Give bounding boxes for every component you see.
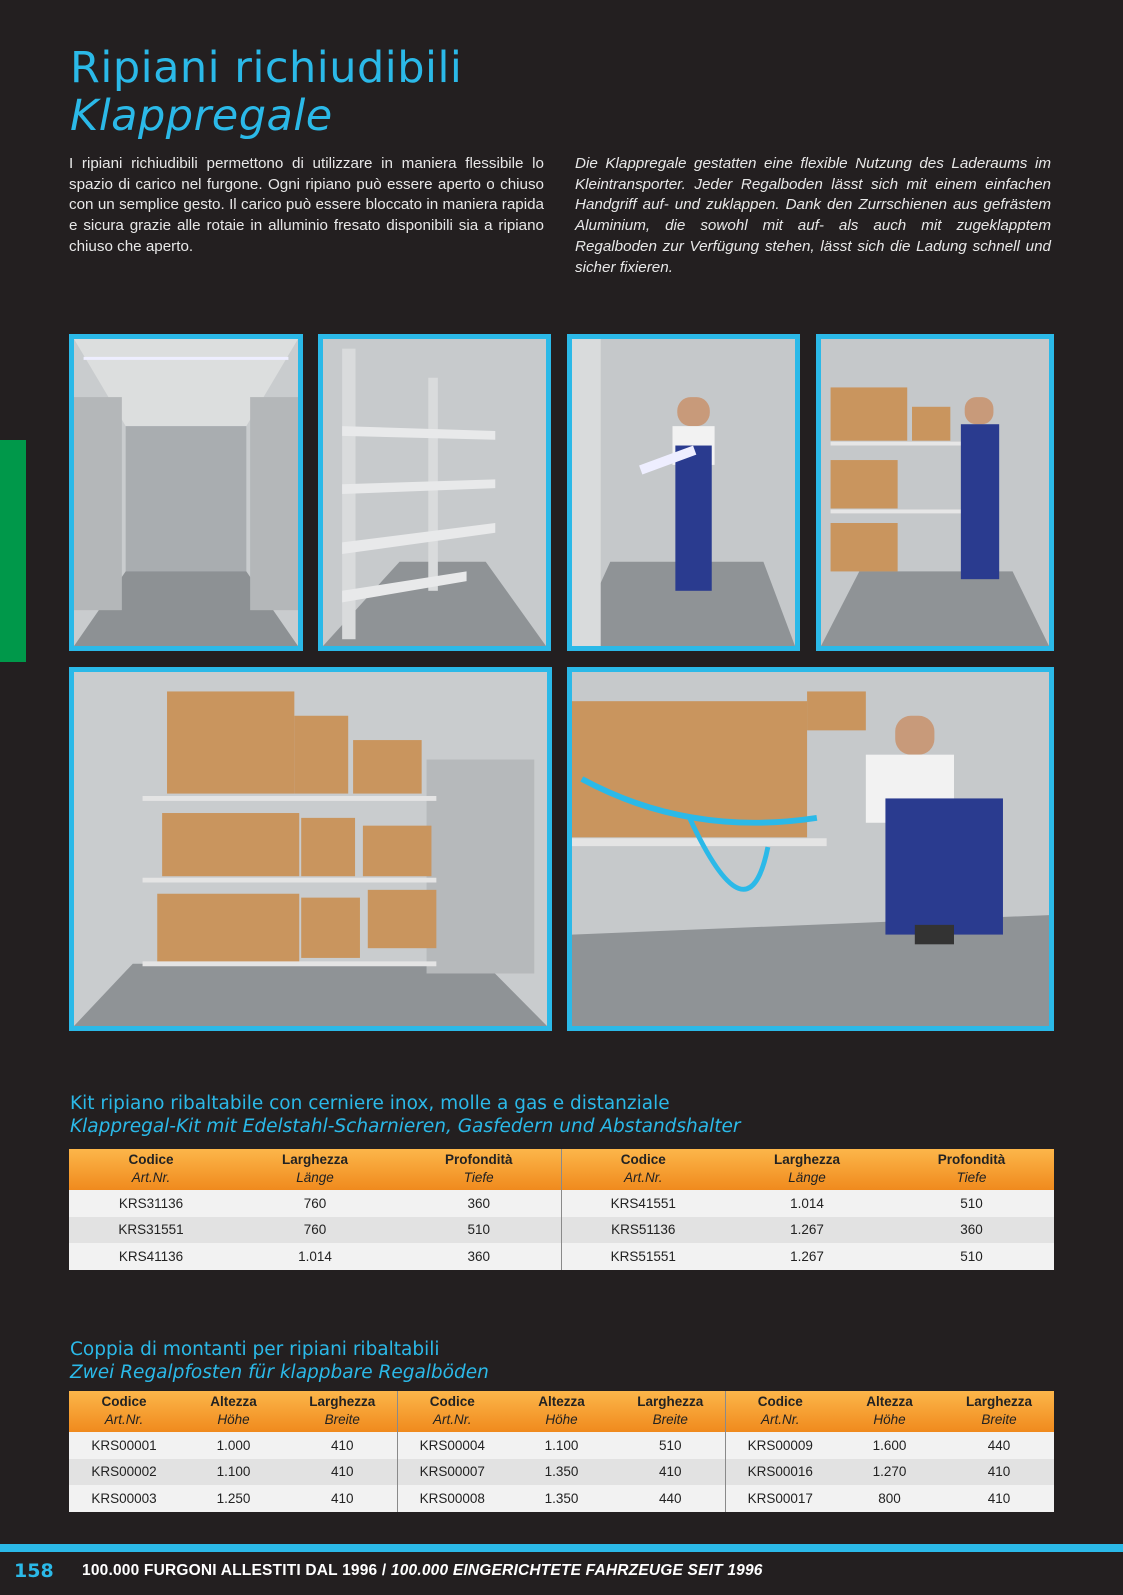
- col-header: Larghezza Länge: [233, 1149, 397, 1190]
- cell: 360: [889, 1217, 1054, 1244]
- col-header: Profondità Tiefe: [889, 1149, 1054, 1190]
- cell: 360: [397, 1190, 561, 1217]
- col-header: Codice Art.Nr.: [69, 1391, 179, 1432]
- cell: 1.014: [233, 1243, 397, 1270]
- cell: KRS41551: [561, 1190, 725, 1217]
- title-german: Klappregale: [70, 91, 333, 141]
- uprights-table: [69, 1391, 1054, 1512]
- footer-bar: [0, 1544, 1123, 1552]
- cell: KRS00003: [69, 1485, 179, 1512]
- cell: 1.100: [507, 1432, 616, 1459]
- page-number: 158: [14, 1560, 54, 1582]
- section2-title: [70, 1338, 489, 1384]
- table-row: [69, 1243, 1054, 1270]
- cell: 510: [889, 1243, 1054, 1270]
- footer-slogan: [82, 1562, 763, 1580]
- col-header: Codice Art.Nr.: [725, 1391, 835, 1432]
- table-row: [69, 1485, 1054, 1512]
- table-row: [69, 1190, 1054, 1217]
- title-italian: Ripiani richiudibili: [70, 43, 463, 93]
- cell: 440: [616, 1485, 725, 1512]
- section1-title-italian: Kit ripiano ribaltabile con cerniere inox, molle a gas e distanziale: [70, 1093, 670, 1114]
- intro-italian: I ripiani richiudibili permettono di utilizzare in maniera flessibile lo spazio di carico nel furgone. Ogni ripiano può essere aperto o chiuso con un semplice gesto. Il carico può essere bloccato in maniera rapida e sicura grazie alle rotaie in alluminio fresato disponibili sia a ripiano chiuso che aperto.: [69, 155, 544, 255]
- cell: KRS31551: [69, 1217, 233, 1244]
- cell: KRS00001: [69, 1432, 179, 1459]
- table-header-row: [69, 1391, 1054, 1432]
- col-header: Larghezza Länge: [725, 1149, 889, 1190]
- cell: 800: [835, 1485, 944, 1512]
- cell: KRS51136: [561, 1217, 725, 1244]
- footer-slogan-italian: 100.000 FURGONI ALLESTITI DAL 1996 /: [82, 1562, 391, 1579]
- cell: 410: [288, 1432, 397, 1459]
- section1-title: [70, 1092, 741, 1138]
- section2-title-german: Zwei Regalpfosten für klappbare Regalböden: [70, 1362, 489, 1383]
- col-header: Altezza Höhe: [507, 1391, 616, 1432]
- cell: 510: [889, 1190, 1054, 1217]
- cell: 440: [944, 1432, 1054, 1459]
- cell: 1.267: [725, 1217, 889, 1244]
- table-row: [69, 1432, 1054, 1459]
- section2-title-italian: Coppia di montanti per ripiani ribaltabili: [70, 1339, 440, 1360]
- cell: KRS00008: [397, 1485, 507, 1512]
- cell: 1.267: [725, 1243, 889, 1270]
- cell: 510: [397, 1217, 561, 1244]
- col-header: Codice Art.Nr.: [397, 1391, 507, 1432]
- cell: 510: [616, 1432, 725, 1459]
- cell: 410: [616, 1459, 725, 1486]
- col-header: Larghezza Breite: [288, 1391, 397, 1432]
- cell: 410: [288, 1459, 397, 1486]
- cell: KRS31136: [69, 1190, 233, 1217]
- photo-worker-loading-boxes: [816, 334, 1054, 651]
- col-header: Profondità Tiefe: [397, 1149, 561, 1190]
- cell: 1.250: [179, 1485, 288, 1512]
- photo-loaded-shelves: [69, 667, 552, 1031]
- photo-worker-opening-shelf: [567, 334, 800, 651]
- cell: KRS00009: [725, 1432, 835, 1459]
- col-header: Codice Art.Nr.: [561, 1149, 725, 1190]
- table-row: [69, 1217, 1054, 1244]
- section-tab: [0, 440, 26, 662]
- cell: 1.100: [179, 1459, 288, 1486]
- cell: 760: [233, 1190, 397, 1217]
- col-header: Altezza Höhe: [835, 1391, 944, 1432]
- cell: 410: [944, 1485, 1054, 1512]
- section1-title-german: Klappregal-Kit mit Edelstahl-Scharnieren, Gasfedern und Abstandshalter: [70, 1116, 741, 1137]
- cell: 410: [288, 1485, 397, 1512]
- table-header-row: [69, 1149, 1054, 1190]
- col-header: Larghezza Breite: [616, 1391, 725, 1432]
- cell: KRS00016: [725, 1459, 835, 1486]
- col-header: Larghezza Breite: [944, 1391, 1054, 1432]
- col-header: Codice Art.Nr.: [69, 1149, 233, 1190]
- cell: KRS00002: [69, 1459, 179, 1486]
- cell: 760: [233, 1217, 397, 1244]
- cell: KRS00017: [725, 1485, 835, 1512]
- footer-slogan-german: 100.000 EINGERICHTETE FAHRZEUGE SEIT 1996: [390, 1562, 763, 1579]
- cell: 1.014: [725, 1190, 889, 1217]
- cell: 1.350: [507, 1459, 616, 1486]
- cell: 410: [944, 1459, 1054, 1486]
- shelf-kit-table: [69, 1149, 1054, 1270]
- page-title: [70, 44, 462, 140]
- cell: 1.270: [835, 1459, 944, 1486]
- cell: 1.000: [179, 1432, 288, 1459]
- cell: 360: [397, 1243, 561, 1270]
- cell: KRS00007: [397, 1459, 507, 1486]
- cell: KRS41136: [69, 1243, 233, 1270]
- cell: KRS51551: [561, 1243, 725, 1270]
- intro-german: Die Klappregale gestatten eine flexible Nutzung des Laderaums im Kleintransporter. Jeder Regalboden lässt sich mit einem einfachen Handgriff auf- und zuklappen. Dank den Zurrschienen aus gefrästem Aluminium, die sowohl mit auf- als auch mit zugeklapptem Regalboden zur Verfügung stehen, lässt sich die Ladung schnell und sicher fixieren.: [575, 155, 1051, 276]
- photo-worker-securing-load: [567, 667, 1054, 1031]
- table-row: [69, 1459, 1054, 1486]
- photo-empty-van: [69, 334, 303, 651]
- cell: 1.600: [835, 1432, 944, 1459]
- cell: 1.350: [507, 1485, 616, 1512]
- photo-shelves-mounted: [318, 334, 551, 651]
- col-header: Altezza Höhe: [179, 1391, 288, 1432]
- cell: KRS00004: [397, 1432, 507, 1459]
